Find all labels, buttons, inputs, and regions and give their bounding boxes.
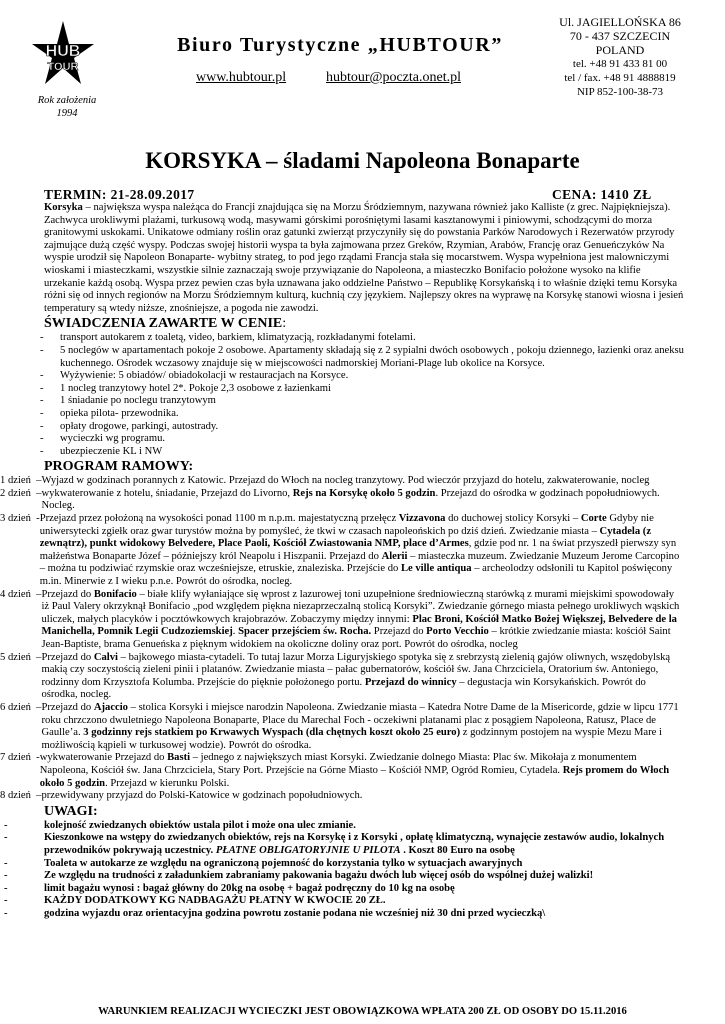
list-item: - 5 noclegów w apartamentach pokoje 2 osobowe. Apartamenty składają się z 2 sypialni dwóch osobowych , pokoju dziennego, łazienki oraz aneksu kuchennego. Ośrodek wczasowy znajduje się w miejscowości nadmorskiej Moriani-Plage lub okolice na Korsyce. (40, 345, 684, 370)
list-item: - Toaleta w autokarze ze względu na ograniczoną pojemność do korzystania tylko w sytuacjach awaryjnych (0, 858, 684, 871)
program-day-3: 3 dzień - Przejazd przez położoną na wysokości ponad 1100 m n.p.m. majestatyczną przełęcz Vizzavona do duchowej stolicy Korsyki – Corte Gdyby nie uniwersytecki zgiełk oraz gwar turystów można by pomyśleć, że tkwi w czasach napoleońskich po dziś dzień. Zwiedzanie miasta – Cytadela (z zewnątrz), punkt widokowy Belvedere, Place Paoli, Kościół Zwiastowania NMP, place d’Armes, gdzie pod nr. 1 na świat przyszedł pierwszy syn małżeństwa Bonaparte Józef – późniejszy król Neapolu i Hiszpanii. Przejazd do Alerii – miasteczka muzeum. Zwiedzanie Muzeum Jerome Carcopino – można tu podziwiać rzymskie oraz wcześniejsze, etruskie, znaleziska. Przejście do Le ville antiqua – archeolodzy odsłonili tu Kapitol poświęcony m.in. Minerwie z I wieku p.n.e. Powrót do ośrodka, nocleg. (0, 513, 680, 588)
list-item: - opłaty drogowe, parkingi, autostrady. (40, 421, 684, 434)
notes-heading: UWAGI: (44, 803, 98, 819)
list-item: - Kieszonkowe na wstępy do zwiedzanych obiektów, rejs na Korsykę i z Korsyki , opłatę klimatyczną, wynajęcie zestawów audio, lokalnych przewodników pokrywają uczestnicy. PŁATNE OBLIGATORYJNIE U PILOTA . Koszt 80 Euro na osobę (0, 832, 684, 857)
program-day-5: 5 dzień – Przejazd do Calvi – bajkowego miasta-cytadeli. To tutaj lazur Morza Liguryjskiego spotyka się z srebrzystą zielenią gajów oliwnych, wszędobylską makią czy soczystością zieleni pinii i platanów. Zwiedzanie miasta – pałac gubernatorów, kościół św. Jana Chrzciciela, Oratorium św. Antoniego, rodzinny dom Krzysztofa Kolumba. Przejście do pięknie położonego portu. Przejazd do winnicy – degustacja win Korsykańskich. Powrót do ośrodka, nocleg. (0, 651, 671, 701)
address-country: POLAND (595, 43, 645, 57)
founded-info (22, 94, 112, 120)
founded-year: 1994 (56, 108, 78, 119)
list-item: - wycieczki wg programu. (40, 433, 684, 446)
payment-condition-footer: WARUNKIEM REALIZACJI WYCIECZKI JEST OBOWIĄZKOWA WPŁATA 200 ZŁ OD OSOBY DO 15.11.2016 (98, 1006, 627, 1017)
list-item: - Wyżywienie: 5 obiadów/ obiadokolacji w restauracjach na Korsyce. (40, 370, 684, 383)
address-city: 70 - 437 SZCZECIN (569, 29, 671, 43)
list-item: - 1 śniadanie po noclegu tranzytowym (40, 395, 684, 408)
email-link[interactable]: hubtour@poczta.onet.pl (326, 70, 461, 85)
list-item: - kolejność zwiedzanych obiektów ustala pilot i może ona ulec zmianie. (0, 820, 684, 833)
founded-label: Rok założenia (37, 95, 97, 106)
address-street: Ul. JAGIELLOŃSKA 86 (559, 15, 681, 29)
program-day-4: 4 dzień – Przejazd do Bonifacio – białe klify wyłaniające się wprost z lazurowej toni uzupełnione średniowieczną starówką z murami miejskimi spowodowały iż Paul Valery okrzyknął Bonifacio „pod względem piękna niezaprzeczalną stolicą Korsyki”. Zwiedzanie górnego miasta pełnego urokliwych wąskich uliczek, małych placyków i pocztówkowych krajobrazów. Zobaczymy między innymi: Plac Broni, Kościół Matko Bożej Większej, Belvedere de la Manichella, Pomnik Legii Cudzoziemskiej. Spacer przejściem św. Rocha. Przejazd do Porto Vecchio – krótkie zwiedzanie miasta: kościół Saint Jean-Baptiste, brama Genueńska z pięknym widokiem na okoliczne doliny oraz port. Powrót do ośrodka, nocleg (0, 588, 680, 650)
nip: NIP 852-100-38-73 (576, 86, 664, 98)
program-heading: PROGRAM RAMOWY: (44, 459, 194, 475)
page-title: KORSYKA – śladami Napoleona Bonaparte (145, 148, 580, 173)
program-list (0, 475, 684, 802)
phone: tel. +48 91 433 81 00 (572, 58, 668, 70)
logo-text-hub: HUB (45, 43, 81, 60)
list-item: - limit bagażu wynosi : bagaż główny do 20kg na osobę + bagaż podręczny do 10 kg na osobę (0, 883, 684, 896)
list-item: - ubezpieczenie KL i NW (40, 446, 684, 459)
program-day-6: 6 dzień – Przejazd do Ajaccio – stolica Korsyki i miejsce narodzin Napoleona. Zwiedzanie miasta – Katedra Notre Dame de la Misericorde, gdzie w lipcu 1771 roku chrzczono dwuletniego Napoleona Bonaparte, Place du Marechal Foch - oczekiwni platanami plac z posągiem Napoleona, Ratusz, Place de Gaulle’a. 3 godzinny rejs statkiem po Krwawych Wyspach (dla chętnych koszt około 25 euro) z godzinnym postojem na wyspie Mezu Mare i możliwością kąpieli w turkusowej wodzie). Powrót do ośrodka. (0, 701, 679, 751)
trip-price: CENA: 1410 ZŁ (552, 187, 652, 202)
list-item: - Ze względu na trudności z załadunkiem zabraniamy pakowania bagażu dwóch lub więcej osób do wspólnej dużej walizki! (0, 870, 684, 883)
benefits-heading: ŚWIADCZENIA ZAWARTE W CENIE: (44, 316, 287, 332)
intro-lead: Korsyka (44, 202, 83, 213)
list-item: - 1 nocleg tranzytowy hotel 2*. Pokoje 2,3 osobowe z łazienkami (40, 383, 684, 396)
intro-text: – największa wyspa należąca do Francji znajdująca się na Morzu Śródziemnym, nazywana również jako Kalliste (z grec. Najpiękniejsza). Zachwyca urokliwymi plażami, turkusową wodą, masywami górskimi porośniętymi lasami kasztanowymi i piniowymi, schodzącymi do morza granitowymi uskokami. Unikatowe odmiany roślin oraz gatunki zwierząt przyczyniły się do powstania Parków Narodowych i Rezerwatów przyrody zajmujące dużą część wyspy. Podczas swojej historii wyspa ta była zajmowana przez Greków, Rzymian, Arabów, Francję oraz Genueńczyków Na wyspie urodził się Napoleon Bonaparte- wybitny strateg, to pod jego rządami Francja stała się mocarstwem. Wyspa wypełniona jest malowniczymi wioskami i miasteczkami, wszystkie silnie zaznaczają swoje przywiązanie do Napoleona, a miasteczko Bonifacio położone wysoko na klifie urzekanie każdą osobą. Wyspa przez pewien czas była uznawana jako oddzielne Państwo – Republikę Korsykańską i to właśnie dzięki temu Korsyka różni się od innych regionów na Morzu Śródziemnym kulturą, kuchnią czy językiem. Najlepszy okres na wyprawę na Korsykę stanowi wiosna i jesień temperatury są wtedy niższe, znośniejsze, a pogoda nie zawodzi. (44, 202, 684, 314)
notes-list (0, 820, 684, 921)
hubtour-logo (28, 20, 98, 88)
logo-text-tour: TOUR (47, 61, 79, 73)
benefits-list (40, 332, 684, 458)
website-link[interactable]: www.hubtour.pl (196, 70, 287, 85)
main-content (0, 202, 684, 920)
intro-paragraph (44, 202, 684, 315)
company-address (545, 15, 695, 99)
list-item: - godzina wyjazdu oraz orientacyjna godzina powrotu zostanie podana nie wcześniej niż 30 dni przed wycieczką\ (0, 908, 684, 921)
list-item: - transport autokarem z toaletą, video, barkiem, klimatyzacją, rozkładanymi fotelami. (40, 332, 684, 345)
trip-dates: TERMIN: 21-28.09.2017 (44, 187, 195, 202)
list-item: - opieka pilota- przewodnika. (40, 408, 684, 421)
list-item: - KAŻDY DODATKOWY KG NADBAGAŻU PŁATNY W KWOCIE 20 ZŁ. (0, 895, 684, 908)
fax: tel / fax. +48 91 4888819 (564, 72, 676, 84)
program-day-8: 8 dzień – przewidywany przyjazd do Polski-Katowice w godzinach popołudniowych. (0, 790, 363, 802)
company-name: Biuro Turystyczne „HUBTOUR” (177, 34, 503, 56)
program-day-1: 1 dzień – Wyjazd w godzinach porannych z Katowic. Przejazd do Włoch na nocleg tranzytowy. Pod wieczór przyjazd do hotelu, zakwaterowanie, nocleg (0, 475, 650, 487)
program-day-7: 7 dzień - wykwaterowanie Przejazd do Basti – jednego z największych miast Korsyki. Zwiedzanie dolnego Miasta: Plac św. Mikołaja z monumentem Napoleona, Kościół św. Jana Chrzciciela, Stary Port. Przejście na Górne Miasto – Kościół NMP, Ogród Romieu, Cytadela. Rejs promem do Włoch około 5 godzin. Przejazd w kierunku Polski. (0, 752, 670, 789)
program-day-2: 2 dzień – wykwaterowanie z hotelu, śniadanie, Przejazd do Livorno, Rejs na Korsykę około 5 godzin. Przejazd do ośrodka w godzinach popołudniowych. Nocleg. (0, 487, 660, 512)
